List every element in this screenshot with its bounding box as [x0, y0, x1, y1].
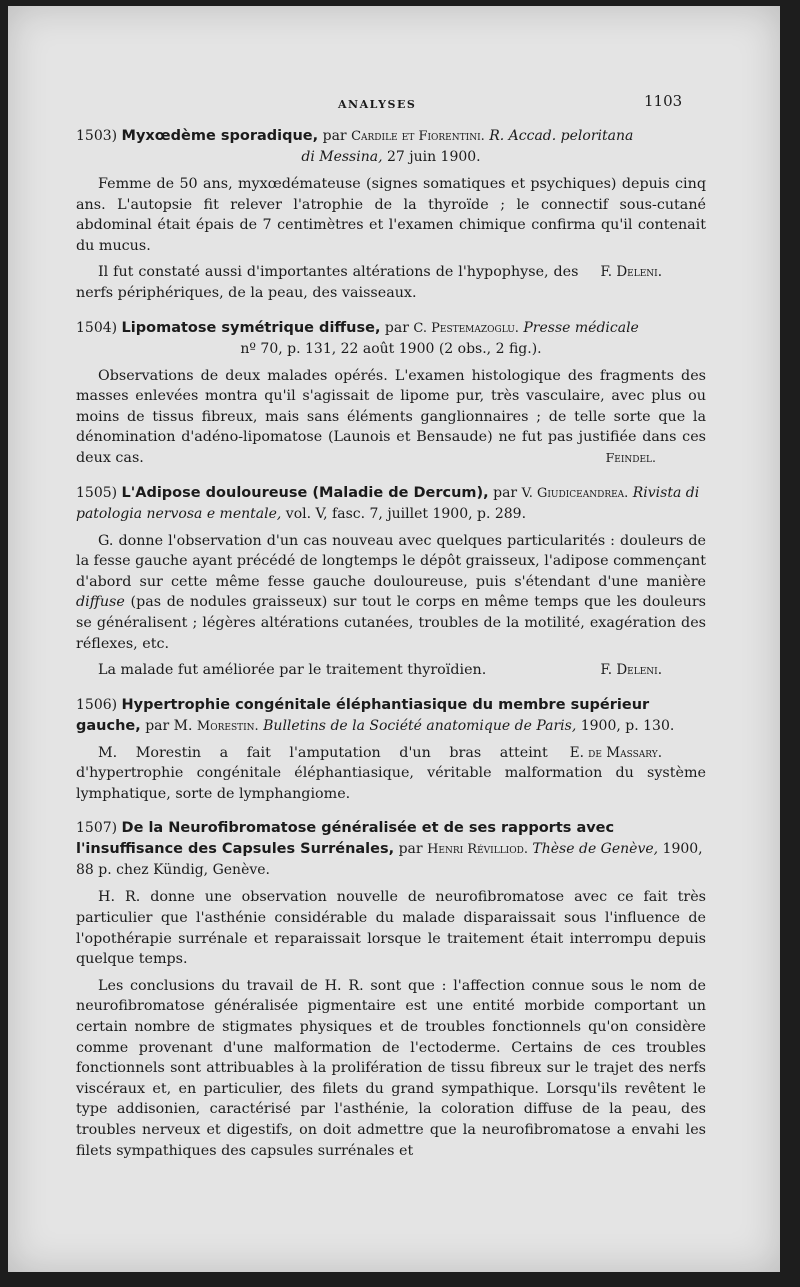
- entry-title: De la Neurofibromatose généralisée et de ses rapports avec l'insuffisance des Capsules Surrénales,: [76, 820, 615, 858]
- entry-number: 1505): [76, 484, 118, 501]
- entry-heading: [76, 318, 706, 360]
- entry-number: 1504): [76, 319, 118, 336]
- abstract-entry: [76, 126, 706, 304]
- entry-number: 1506): [76, 696, 118, 713]
- entry-authors: Cardile et Fiorentini.: [351, 129, 485, 144]
- entry-paragraph: E. de Massary. M. Morestin a fait l'amputation d'un bras atteint d'hypertrophie congénitale éléphantiasique, véritable malformation du système lymphatique, sorte de lymphangiome.: [76, 744, 706, 802]
- abstract-entry: [76, 818, 706, 1161]
- entry-authors: Morestin.: [196, 718, 259, 734]
- entry-title: Hypertrophie congénitale éléphantiasique du membre supérieur gauche,: [76, 696, 650, 734]
- entry-title: L'Adipose douloureuse (Maladie de Dercum),: [121, 484, 489, 501]
- entry-reference: vol. V, fasc. 7, juillet 1900, p. 289.: [285, 505, 527, 522]
- entry-signature: E. de Massary.: [569, 744, 662, 761]
- entry-paragraph: Femme de 50 ans, myxœdémateuse (signes somatiques et psychiques) depuis cinq ans. L'autopsie fit relever l'atrophie de la thyroïde ; le connectif sous-cutané abdominal était épais de 7 centimètres et l'examen chimique confirma qu'il contenait du mucus.: [76, 176, 706, 254]
- entry-by: par: [398, 841, 423, 858]
- book-page: [8, 6, 780, 1272]
- text-body: [76, 126, 706, 1175]
- entry-by: par M.: [145, 717, 193, 734]
- entry-journal: Thèse de Genève,: [532, 841, 659, 858]
- abstract-entry: [76, 483, 706, 681]
- entry-authors: C. Pestemazoglu.: [413, 320, 519, 336]
- entry-reference: nº 70, p. 131, 22 août 1900 (2 obs., 2 fig.).: [240, 340, 542, 357]
- entry-journal: Bulletins de la Société anatomique de Paris,: [263, 717, 577, 734]
- entry-heading: [76, 818, 706, 881]
- entry-number: 1503): [76, 128, 118, 144]
- entry-signature: Feindel.: [605, 449, 656, 465]
- running-title: ANALYSES: [338, 98, 417, 111]
- entry-heading: [76, 695, 706, 737]
- entry-paragraph: Les conclusions du travail de H. R. sont que : l'affection connue sous le nom de neurofibromatose généralisée pigmentaire est une entité morbide comportant un certain nombre de stigmates physiques et de troubles fonctionnels qu'on considère comme provenant d'une malformation de l'ectoderme. Certains de ces troubles fonctionnels sont attribuables à la prolifération de tissu fibreux sur le trajet des nerfs viscéraux et, en particulier, des filets du grand sympathique. Lorsqu'ils revêtent le type addisonien, caractérisé par l'asthénie, la coloration diffuse de la peau, des troubles nerveux et digestifs, on doit admettre que la neurofibromatose a envahi les filets sympathiques des capsules surrénales et: [76, 977, 706, 1159]
- entry-reference: 1900, p. 130.: [580, 717, 675, 734]
- entry-paragraph: F. Deleni. La malade fut améliorée par le traitement thyroïdien.: [76, 660, 706, 681]
- entry-title: Lipomatose symétrique diffuse,: [121, 319, 381, 336]
- abstract-entry: [76, 695, 706, 805]
- entry-date: 27 juin 1900.: [386, 149, 481, 165]
- entry-heading: [76, 126, 706, 168]
- entry-paragraph: G. donne l'observation d'un cas nouveau avec quelques particularités : douleurs de la fesse gauche ayant précédé de longtemps le dépôt graisseux, l'adipose commençant d'abord sur cette même fesse gauche douloureuse, puis s'étendant d'une manière diffuse (pas de nodules graisseux) sur tout le corps en même temps que les douleurs se généralisent ; légères altérations cutanées, troubles de la motilité, exagération des réflexes, etc.: [76, 532, 706, 652]
- entry-signature: F. Deleni.: [600, 662, 662, 679]
- entry-heading: [76, 483, 706, 525]
- entry-authors: V. Giudiceandrea.: [521, 485, 629, 501]
- entry-reference: 1900, 88 p. chez Kündig, Genève.: [76, 841, 703, 879]
- entry-paragraph: H. R. donne une observation nouvelle de neurofibromatose avec ce fait très particulier que l'asthénie considérable du malade disparaissait sous l'influence de l'opothérapie surrénale et reparaissait lorsque le traitement était interrompu depuis quelque temps.: [76, 889, 706, 968]
- entry-journal: R. Accad. peloritana: [489, 128, 634, 144]
- entry-paragraph: Observations de deux malades opérés. L'examen histologique des fragments des masses enlevées montra qu'il s'agissait de lipome pur, très vasculaire, avec plus ou moins de tissus fibreux, mais sans éléments ganglionnaires ; de telle sorte que la dénomination d'adéno-lipomatose (Launois et Bensaude) ne fut pas justifiée dans ces deux cas. Feindel.: [76, 366, 706, 469]
- entry-paragraph: F. Deleni. Il fut constaté aussi d'importantes altérations de l'hypophyse, des nerfs périphériques, de la peau, des vaisseaux.: [76, 264, 662, 301]
- entry-title: Myxœdème sporadique,: [121, 128, 319, 144]
- entry-journal: Rivista di patologia nervosa e mentale,: [76, 484, 700, 522]
- entry-journal-city: di Messina,: [301, 149, 383, 165]
- entry-authors: Henri Révilliod.: [427, 842, 528, 858]
- running-header: [8, 90, 780, 114]
- entry-by: par: [322, 128, 347, 144]
- entry-number: 1507): [76, 820, 118, 837]
- entry-journal: Presse médicale: [523, 319, 639, 336]
- entry-signature: F. Deleni.: [600, 264, 662, 281]
- page-number: 1103: [644, 92, 683, 110]
- entry-by: par: [384, 319, 409, 336]
- abstract-entry: [76, 318, 706, 469]
- entry-by: par: [493, 484, 518, 501]
